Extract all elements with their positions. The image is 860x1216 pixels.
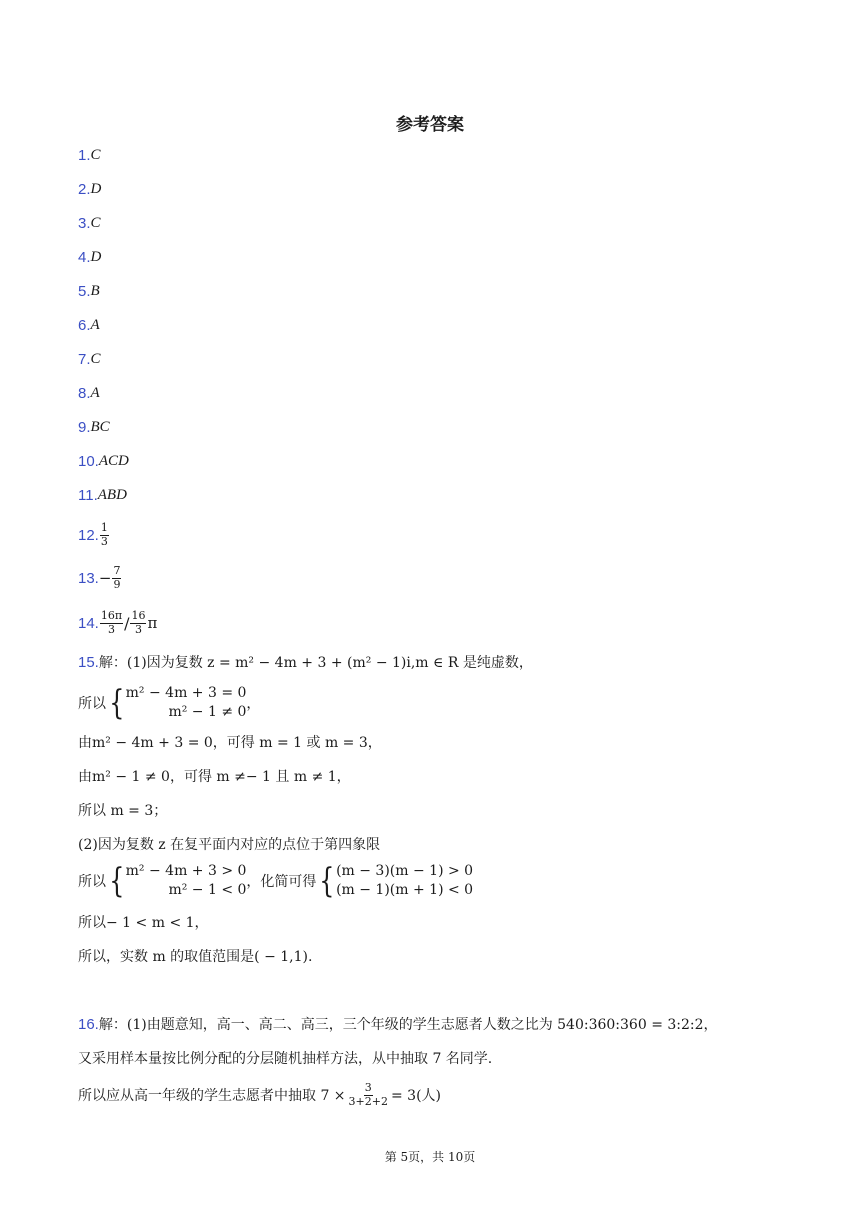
answer-value: C: [90, 351, 101, 367]
answer-number: 10.: [78, 453, 99, 470]
fraction: $\frac{16\pi}{3}$: [100, 609, 123, 636]
page-footer: 第 5页，共 10页: [384, 1150, 476, 1164]
q15-line-6: (2)因为复数 z 在复平面内对应的点位于第四象限: [78, 837, 381, 853]
answer-number: 7.: [78, 351, 91, 368]
answer-number: 2.: [78, 181, 91, 198]
answer-number: 6.: [78, 317, 91, 334]
answer-value: C: [90, 147, 101, 163]
q15-line-7: 所以 { m² − 4m + 3 > 0 m² − 1 < 0 ，化简可得 { (m − 3)(m − 1) > 0 (m − 1)(m + 1) < 0: [78, 860, 474, 901]
q15-line-5: 所以 m = 3；: [78, 803, 168, 819]
fraction: $\frac{3}{3+2+2}$: [348, 1081, 388, 1108]
answer-number: 1.: [78, 147, 91, 164]
q16-line-1: 16.解：(1)由题意知，高一、高二、高三，三个年级的学生志愿者人数之比为 540:360:360 = 3:2:2，: [78, 1016, 718, 1033]
question-number: 15.: [78, 654, 99, 671]
answer-13: 13. − $\frac{7}{9}$: [78, 564, 121, 591]
brace-icon: {: [319, 860, 335, 901]
fraction: $\frac{16}{3}$: [131, 609, 146, 636]
answer-value: C: [90, 215, 101, 231]
brace-icon: {: [109, 860, 125, 901]
answer-number: 12.: [78, 526, 99, 544]
answer-6: [78, 317, 100, 334]
answer-10: [78, 453, 129, 470]
brace-icon: {: [109, 682, 125, 723]
answer-number: 3.: [78, 215, 91, 232]
q16-line-2: 又采用样本量按比例分配的分层随机抽样方法，从中抽取 7 名同学.: [78, 1051, 493, 1067]
answer-value: ABD: [97, 487, 127, 503]
answer-11: [78, 487, 127, 504]
answer-5: [78, 283, 100, 300]
answer-value: A: [90, 385, 100, 401]
q15-line-1: 15.解：(1)因为复数 z = m² − 4m + 3 + (m² − 1)i,m ∈ R 是纯虚数，: [78, 654, 533, 671]
answer-9: [78, 419, 110, 436]
answer-2: [78, 181, 101, 198]
fraction: $\frac{7}{9}$: [113, 564, 121, 591]
answer-8: [78, 385, 100, 402]
fraction: $\frac{1}{3}$: [100, 521, 108, 548]
answer-value: BC: [90, 419, 110, 435]
answer-1: [78, 147, 101, 164]
answer-7: [78, 351, 101, 368]
answer-number: 11.: [78, 487, 98, 504]
answer-number: 14.: [78, 614, 99, 632]
answer-number: 8.: [78, 385, 91, 402]
page-title: 参考答案: [396, 115, 464, 135]
answer-14: 14. $\frac{16\pi}{3}$ / $\frac{16}{3}$ π: [78, 609, 158, 636]
answer-value: ACD: [98, 453, 129, 469]
answer-3: [78, 215, 101, 232]
answer-value: A: [90, 317, 100, 333]
answer-value: D: [90, 181, 102, 197]
answer-4: [78, 249, 101, 266]
answer-number: 4.: [78, 249, 91, 266]
q15-line-4: 由m² − 1 ≠ 0，可得 m ≠− 1 且 m ≠ 1，: [78, 769, 351, 785]
q15-line-8: 所以− 1 < m < 1，: [78, 915, 209, 931]
q16-line-3: 所以应从高一年级的学生志愿者中抽取 7 × $\frac{3}{3+2+2}$ = 3(人): [78, 1081, 441, 1108]
answer-value: B: [90, 283, 100, 299]
q15-line-9: 所以，实数 m 的取值范围是( − 1,1).: [78, 949, 313, 965]
question-number: 16.: [78, 1016, 99, 1033]
q15-line-2: 所以 { m² − 4m + 3 = 0 m² − 1 ≠ 0 ，: [78, 682, 261, 723]
q15-line-3: 由m² − 4m + 3 = 0，可得 m = 1 或 m = 3，: [78, 735, 382, 751]
answer-number: 9.: [78, 419, 91, 436]
answer-value: D: [90, 249, 102, 265]
answer-number: 13.: [78, 569, 99, 587]
answer-number: 5.: [78, 283, 91, 300]
answer-12: [78, 522, 110, 548]
